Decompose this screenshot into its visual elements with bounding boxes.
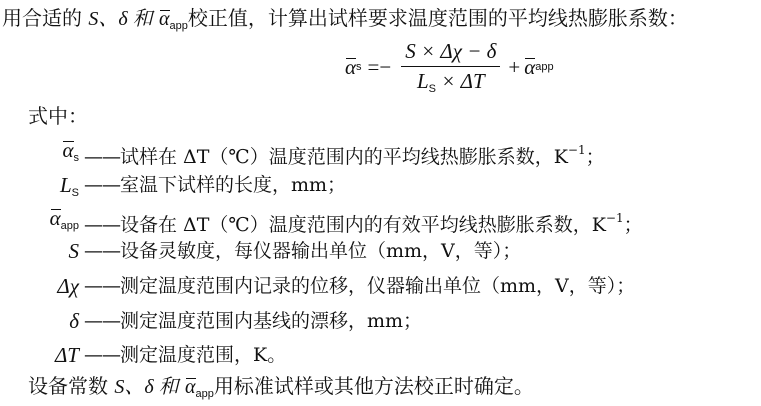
equals-minus: =−	[367, 54, 392, 79]
symbol-subscript: s	[73, 152, 79, 164]
definition-symbol	[0, 173, 79, 205]
definition-body: 试样在 ΔT（℃）温度范围内的平均线热膨胀系数，K	[120, 146, 568, 168]
definition-end: ；	[585, 146, 605, 168]
definition-text	[84, 343, 286, 367]
definition-symbol	[0, 138, 79, 170]
where-label: 式中：	[28, 104, 88, 128]
alpha-symbol: α	[185, 376, 196, 398]
dash: ——	[84, 174, 120, 196]
symbol-main: L	[59, 173, 72, 197]
definition-text	[84, 173, 346, 197]
denominator-rest: × ΔT	[441, 69, 485, 93]
definition-symbol: δ	[69, 309, 79, 333]
definition-text	[84, 138, 605, 169]
rhs-alpha-symbol: α	[524, 54, 536, 79]
fraction	[401, 39, 500, 95]
closing-alpha-subscript: app	[195, 388, 214, 400]
denominator-l-subscript: S	[428, 83, 436, 95]
definition-symbol	[0, 206, 79, 238]
definition-text	[84, 309, 422, 333]
definition-symbol: ΔT	[54, 343, 79, 367]
lhs-alpha-symbol: α	[345, 54, 357, 79]
dash: ——	[84, 146, 120, 168]
closing-paragraph	[28, 374, 534, 406]
dash: ——	[84, 344, 120, 366]
lhs-subscript: s	[356, 61, 362, 73]
intro-symbols: S、δ 和	[88, 8, 153, 30]
intro-suffix: 校正值，计算出试样要求温度范围的平均线热膨胀系数：	[187, 6, 688, 30]
closing-suffix: 用标准试样或其他方法校正时确定。	[213, 374, 534, 398]
plus-sign: +	[508, 54, 521, 79]
denominator-l: L	[416, 69, 429, 93]
definition-text	[84, 239, 521, 263]
definition-body: 测定温度范围内记录的位移，仪器输出单位（mm，V，等）；	[120, 275, 636, 297]
definition-text	[84, 206, 643, 237]
closing-prefix: 设备常数	[28, 374, 115, 398]
intro-paragraph	[2, 6, 688, 38]
definition-symbol: S	[68, 239, 79, 263]
dash: ——	[84, 214, 120, 236]
unit-superscript: −1	[605, 211, 624, 225]
dash: ——	[84, 310, 120, 332]
definition-body: 测定温度范围，K。	[120, 344, 287, 366]
definition-body: 室温下试样的长度，mm；	[120, 174, 347, 196]
definition-symbol: Δχ	[57, 274, 79, 298]
fraction-numerator: S × Δχ − δ	[401, 39, 500, 67]
closing-symbols: S、δ 和	[114, 376, 179, 398]
definition-text	[84, 274, 635, 298]
intro-alpha-subscript: app	[169, 20, 188, 32]
rhs-subscript: app	[535, 61, 554, 73]
intro-prefix: 用合适的	[2, 6, 89, 30]
unit-superscript: −1	[567, 143, 586, 157]
definition-body: 设备灵敏度，每仪器输出单位（mm，V，等）；	[120, 240, 522, 262]
fraction-denominator	[413, 67, 489, 95]
definition-end: ；	[623, 214, 643, 236]
symbol-subscript: app	[60, 220, 79, 232]
definition-body: 测定温度范围内基线的漂移，mm；	[120, 310, 423, 332]
definition-body: 设备在 ΔT（℃）温度范围内的有效平均线热膨胀系数，K	[120, 214, 606, 236]
expansion-formula	[345, 38, 554, 96]
dash: ——	[84, 240, 120, 262]
symbol-subscript: S	[71, 187, 79, 199]
alpha-symbol: α	[159, 8, 170, 30]
alpha-symbol: α	[49, 206, 61, 230]
alpha-symbol: α	[62, 138, 74, 162]
dash: ——	[84, 275, 120, 297]
